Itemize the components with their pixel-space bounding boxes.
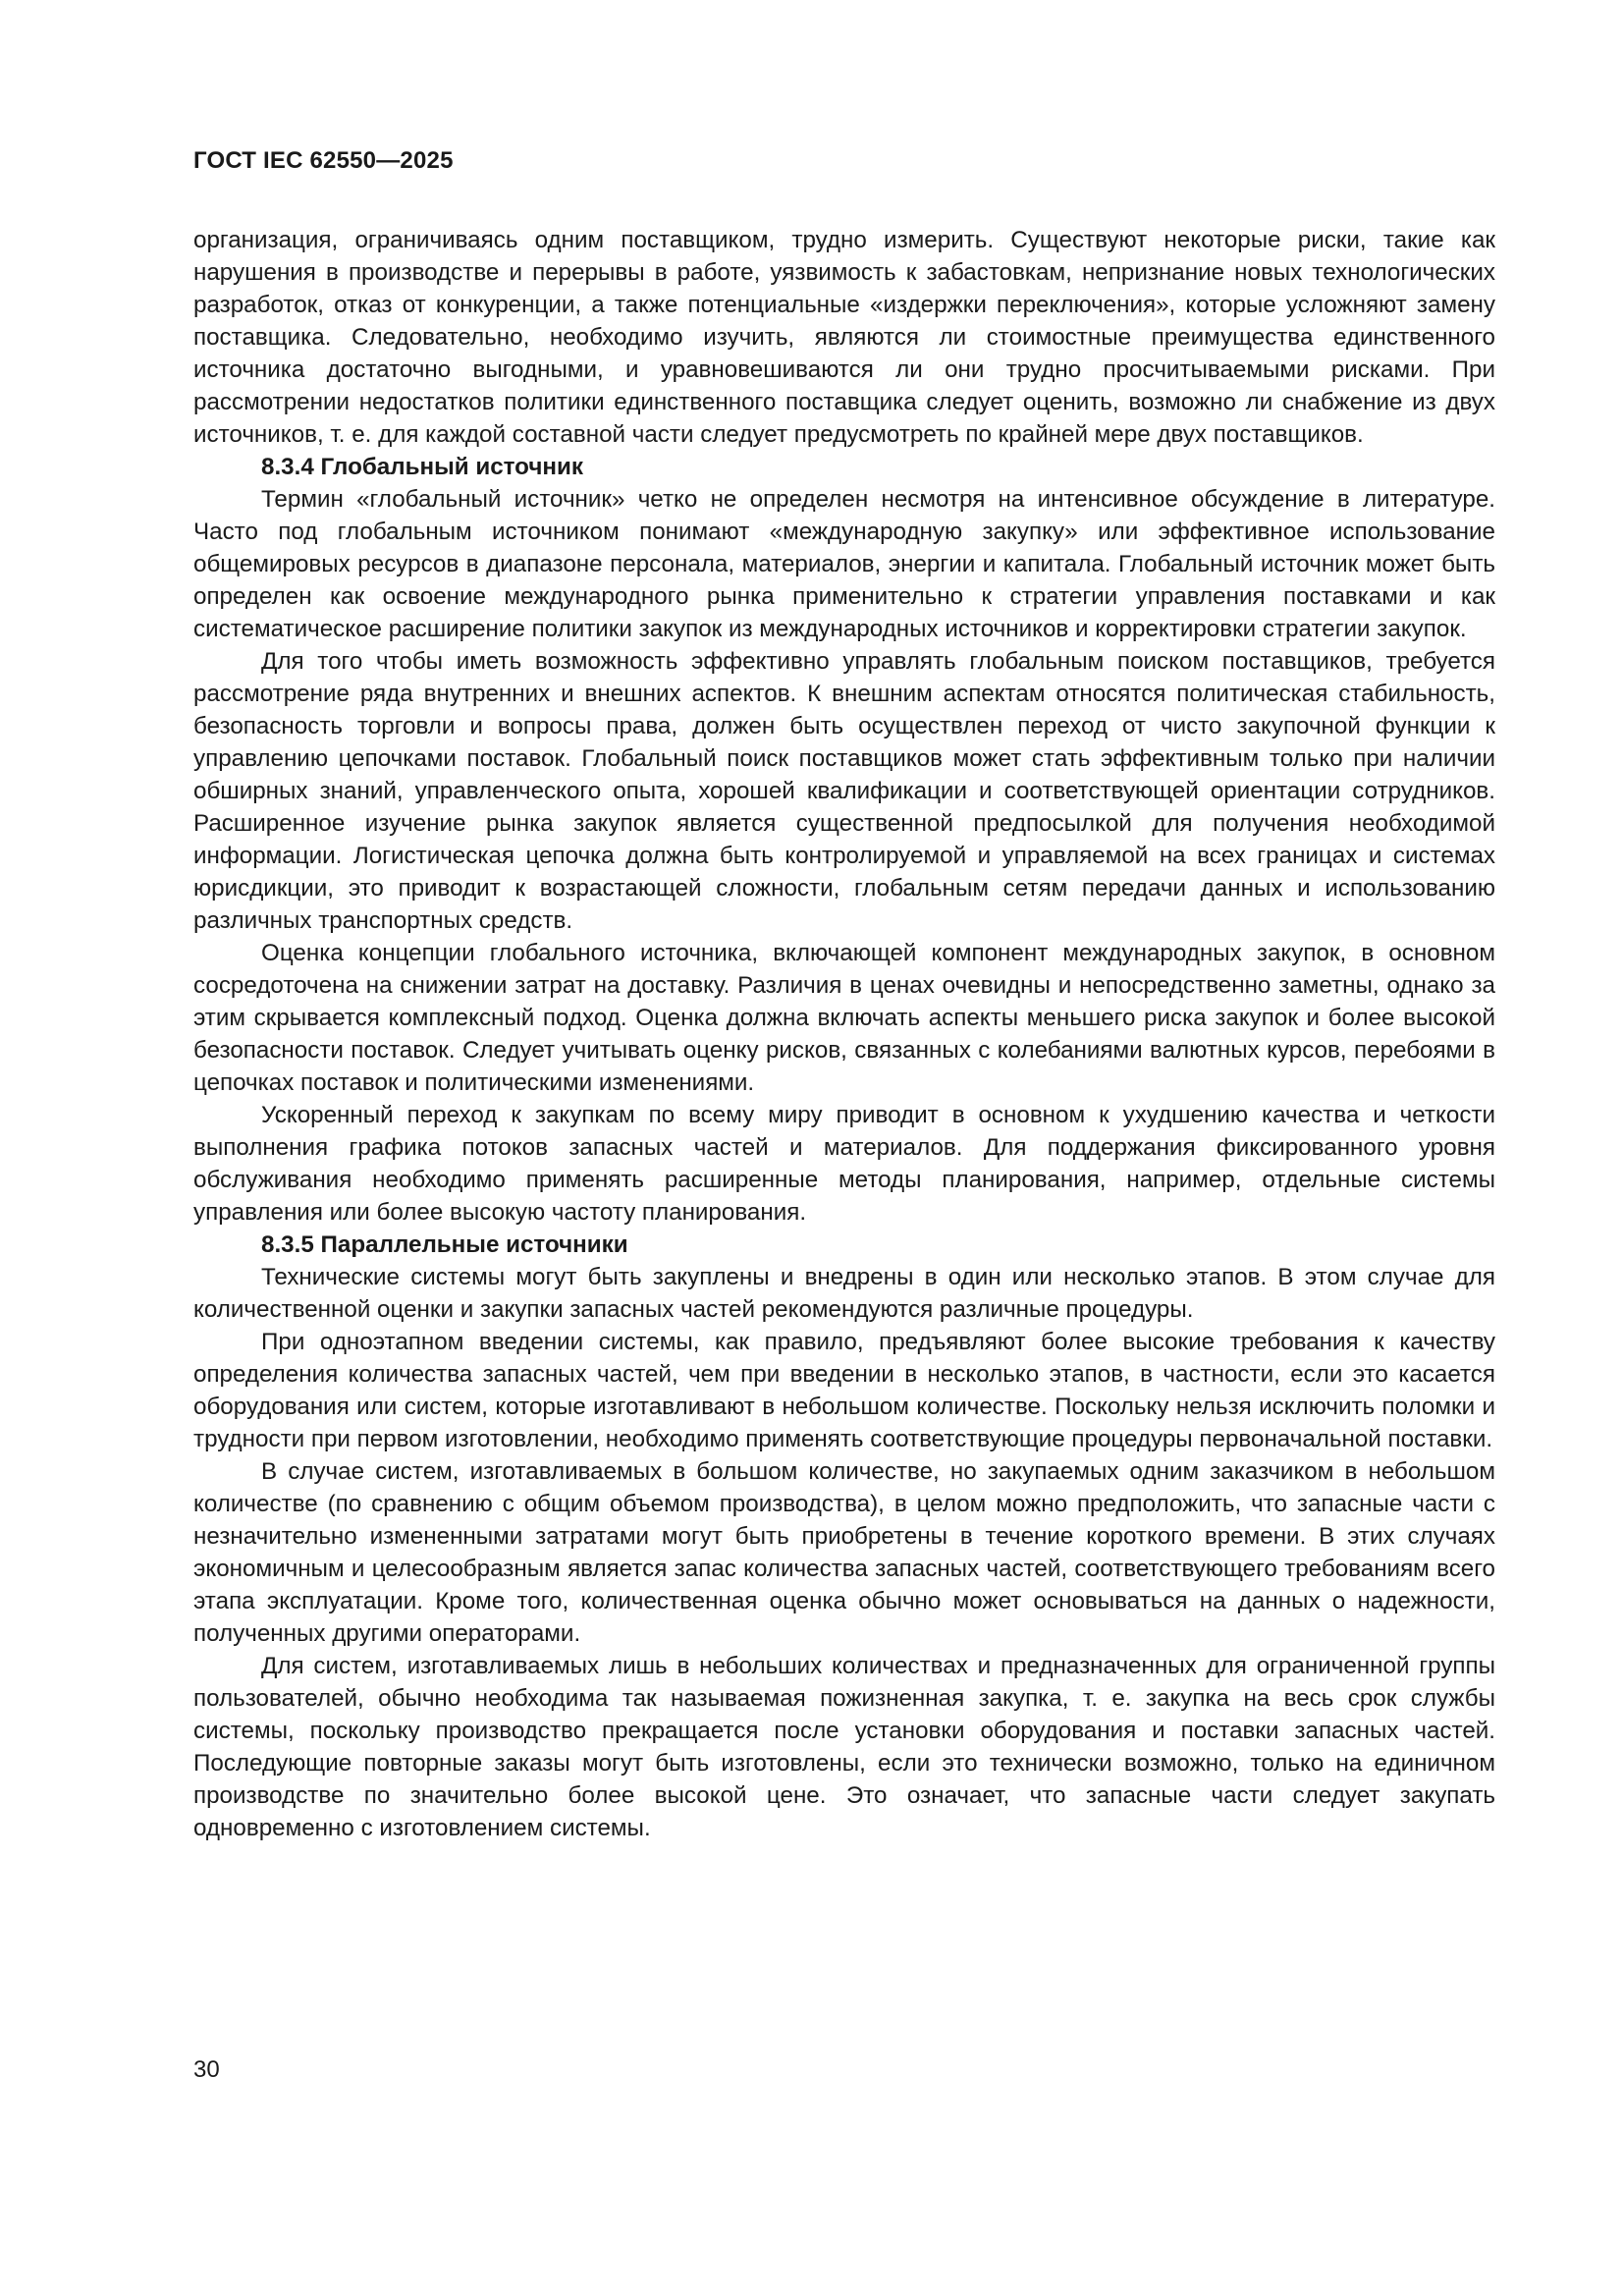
section-heading-8-3-4: 8.3.4 Глобальный источник: [261, 454, 583, 480]
paragraph: Ускоренный переход к закупкам по всему миру приводит в основном к ухудшению качества и четкости выполнения графика потоков запасных частей и материалов. Для поддержания фиксированного уровня обслуживания необходимо применять расширенные методы планирования, например, отдельные системы управления или более высокую частоту планирования.: [193, 1102, 1495, 1226]
document-header: ГОСТ IEC 62550—2025: [193, 147, 454, 174]
paragraph: Технические системы могут быть закуплены и внедрены в один или несколько этапов. В этом случае для количественной оценки и закупки запасных частей рекомендуются различные процедуры.: [193, 1264, 1495, 1323]
page-number: 30: [193, 2056, 220, 2083]
document-body: [193, 224, 1495, 1844]
section-heading-8-3-5: 8.3.5 Параллельные источники: [261, 1231, 628, 1258]
paragraph: Для систем, изготавливаемых лишь в небольших количествах и предназначенных для ограниченной группы пользователей, обычно необходима так называемая пожизненная закупка, т. е. закупка на весь срок службы системы, поскольку производство прекращается после установки оборудования и поставки запасных частей. Последующие повторные заказы могут быть изготовлены, если это технически возможно, только на единичном производстве по значительно более высокой цене. Это означает, что запасные части следует закупать одновременно с изготовлением системы.: [193, 1653, 1495, 1841]
paragraph: Термин «глобальный источник» четко не определен несмотря на интенсивное обсуждение в литературе. Часто под глобальным источником понимают «международную закупку» или эффективное использование общемировых ресурсов в диапазоне персонала, материалов, энергии и капитала. Глобальный источник может быть определен как освоение международного рынка применительно к стратегии управления поставками и как систематическое расширение политики закупок из международных источников и корректировки стратегии закупок.: [193, 486, 1495, 642]
paragraph: При одноэтапном введении системы, как правило, предъявляют более высокие требования к качеству определения количества запасных частей, чем при введении в несколько этапов, в частности, если это касается оборудования или систем, которые изготавливают в небольшом количестве. Поскольку нельзя исключить поломки и трудности при первом изготовлении, необходимо применять соответствующие процедуры первоначальной поставки.: [193, 1329, 1495, 1452]
paragraph: Для того чтобы иметь возможность эффективно управлять глобальным поиском поставщиков, требуется рассмотрение ряда внутренних и внешних аспектов. К внешним аспектам относятся политическая стабильность, безопасность торговли и вопросы права, должен быть осуществлен переход от чисто закупочной функции к управлению цепочками поставок. Глобальный поиск поставщиков может стать эффективным только при наличии обширных знаний, управленческого опыта, хорошей квалификации и соответствующей ориентации сотрудников. Расширенное изучение рынка закупок является существенной предпосылкой для получения необходимой информации. Логистическая цепочка должна быть контролируемой и управляемой на всех границах и системах юрисдикции, это приводит к возрастающей сложности, глобальным сетям передачи данных и использованию различных транспортных средств.: [193, 648, 1495, 934]
paragraph: организация, ограничиваясь одним поставщиком, трудно измерить. Существуют некоторые риски, такие как нарушения в производстве и перерывы в работе, уязвимость к забастовкам, непризнание новых технологических разработок, отказ от конкуренции, а также потенциальные «издержки переключения», которые усложняют замену поставщика. Следовательно, необходимо изучить, являются ли стоимостные преимущества единственного источника достаточно выгодными, и уравновешиваются ли они трудно просчитываемыми рисками. При рассмотрении недостатков политики единственного поставщика следует оценить, возможно ли снабжение из двух источников, т. е. для каждой составной части следует предусмотреть по крайней мере двух поставщиков.: [193, 227, 1495, 448]
paragraph: Оценка концепции глобального источника, включающей компонент международных закупок, в основном сосредоточена на снижении затрат на доставку. Различия в ценах очевидны и непосредственно заметны, однако за этим скрывается комплексный подход. Оценка должна включать аспекты меньшего риска закупок и более высокой безопасности поставок. Следует учитывать оценку рисков, связанных с колебаниями валютных курсов, перебоями в цепочках поставок и политическими изменениями.: [193, 940, 1495, 1096]
paragraph: В случае систем, изготавливаемых в большом количестве, но закупаемых одним заказчиком в небольшом количестве (по сравнению с общим объемом производства), в целом можно предположить, что запасные части с незначительно измененными затратами могут быть приобретены в течение короткого времени. В этих случаях экономичным и целесообразным является запас количества запасных частей, соответствующего требованиям всего этапа эксплуатации. Кроме того, количественная оценка обычно может основываться на данных о надежности, полученных другими операторами.: [193, 1458, 1495, 1647]
